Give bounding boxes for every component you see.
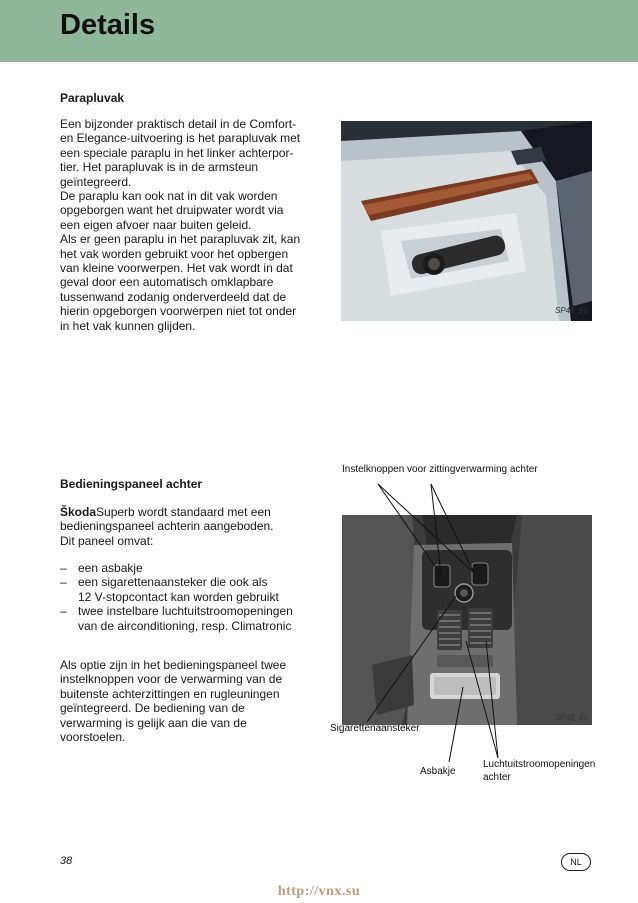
umbrella-paragraph: Een bijzonder praktisch detail in de Comfort- en Elegance-uitvoering is het parapluvak met een speciale paraplu in het linker achterpor- tier. Het parapluvak is in de armsteun geïntegreerd. De paraplu kan ook nat in dit vak worden opgeborgen want het druipwater wordt via een eigen afvoer naar buiten geleid. Als er geen paraplu in het parapluvak zit, kan het vak worden gebruikt voor het opbergen van kleine voorwerpen. Het vak wordt in dat geval door een automatisch omklapbare tussenwand zodanig onderverdeeld dat de hierin opgeborgen voorwerpen niet tot onder in het vak kunnen glijden. (60, 117, 301, 333)
callout-lighter: Sigarettenaansteker (330, 723, 420, 734)
page-title: Details (60, 9, 156, 41)
page-number: 38 (60, 855, 73, 867)
list-item: – een asbakje (60, 561, 143, 575)
language-badge: NL (561, 853, 591, 871)
brand-name: Škoda (60, 505, 97, 519)
figure-code-umbrella: SP46_66 (555, 306, 588, 315)
callout-vents: Luchtuitstroomopeningen achter (483, 759, 596, 783)
callout-seat-heating: Instelknoppen voor zittingverwarming achter (342, 464, 538, 475)
rear-panel-intro (60, 505, 330, 548)
umbrella-compartment-photo (341, 121, 592, 321)
section-heading-umbrella: Parapluvak (60, 91, 125, 105)
rear-control-panel-photo (342, 515, 592, 725)
callout-ashtray: Asbakje (420, 766, 456, 777)
rear-panel-feature-list (60, 561, 330, 633)
list-item: – een sigarettenaansteker die ook als 12 V-stopcontact kan worden gebruikt (60, 575, 279, 604)
rear-panel-intro-text: Superb wordt standaard met een bedieningspaneel achterin aangeboden. Dit paneel omvat: (60, 505, 274, 548)
list-item: – twee instelbare luchtuitstroomopeningen van de airconditioning, resp. Climatronic (60, 604, 293, 633)
option-paragraph: Als optie zijn in het bedieningspaneel twee instelknoppen voor de verwarming van de buitenste achterzittingen en rugleuningen geïntegreerd. De bediening van de verwarming is gelijk aan die van de voorstoelen. (60, 658, 287, 745)
watermark-url: http://vnx.su (277, 884, 361, 899)
section-heading-rear-panel: Bedieningspaneel achter (60, 477, 203, 491)
figure-code-rear-panel: SP46_65 (555, 713, 588, 722)
